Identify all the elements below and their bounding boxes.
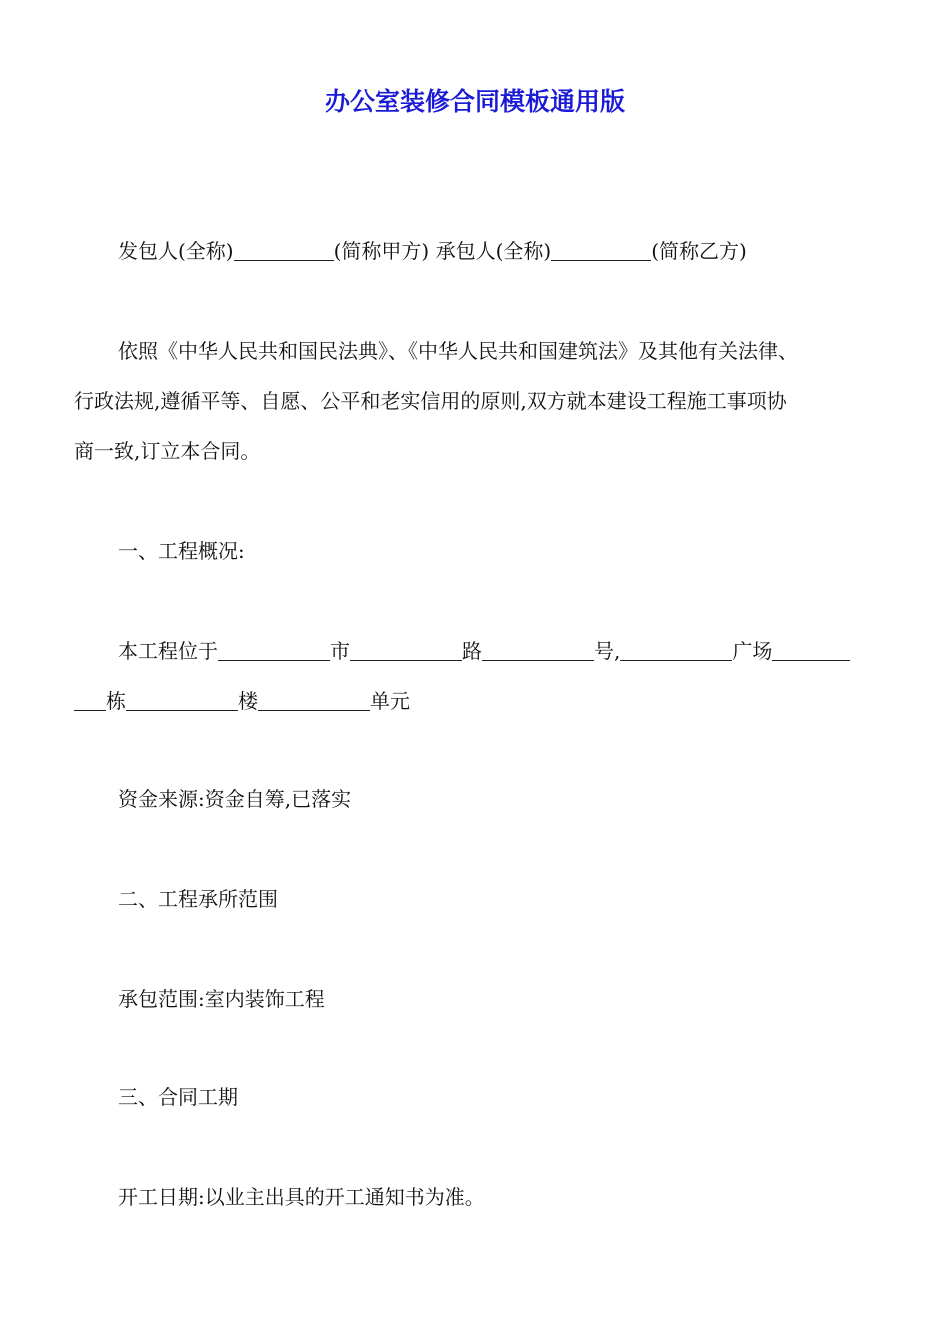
plaza-blank[interactable] [620, 640, 732, 661]
road-label: 路 [462, 639, 482, 663]
section-2-heading: 二、工程承所范围 [118, 887, 278, 911]
floor-label: 楼 [238, 689, 258, 713]
city-blank[interactable] [218, 640, 330, 661]
location-paragraph [74, 626, 894, 726]
location-line-2 [74, 676, 894, 726]
unit-blank[interactable] [258, 690, 370, 711]
contract-scope: 承包范围:室内装饰工程 [118, 987, 325, 1011]
employer-label: 发包人(全称) [118, 239, 234, 263]
intro-line-1: 依照《中华人民共和国民法典》、《中华人民共和国建筑法》及其他有关法律、 [118, 339, 798, 363]
city-label: 市 [330, 639, 350, 663]
location-prefix: 本工程位于 [118, 639, 218, 663]
number-label: 号, [594, 639, 621, 663]
section-3-heading: 三、合同工期 [118, 1085, 238, 1109]
building-blank-end[interactable] [74, 690, 106, 711]
contractor-name-blank[interactable] [551, 240, 651, 261]
section-1-heading: 一、工程概况: [118, 539, 245, 563]
employer-name-blank[interactable] [234, 240, 334, 261]
employer-short-label: (简称甲方) [333, 239, 430, 263]
intro-paragraph [74, 326, 894, 476]
intro-line-2: 行政法规,遵循平等、自愿、公平和老实信用的原则,双方就本建设工程施工事项协 [74, 389, 787, 413]
intro-line-3: 商一致,订立本合同。 [74, 439, 261, 463]
road-blank[interactable] [350, 640, 462, 661]
number-blank[interactable] [482, 640, 594, 661]
funding-source: 资金来源:资金自筹,已落实 [118, 787, 352, 811]
parties-line [74, 226, 894, 276]
building-label: 栋 [106, 689, 126, 713]
document-title: 办公室装修合同模板通用版 [324, 87, 625, 116]
location-line-1 [74, 626, 894, 676]
floor-blank[interactable] [126, 690, 238, 711]
contractor-label: 承包人(全称) [435, 239, 552, 263]
unit-label: 单元 [370, 689, 410, 713]
start-date: 开工日期:以业主出具的开工通知书为准。 [118, 1185, 485, 1209]
contractor-short-label: (简称乙方) [651, 239, 747, 263]
building-blank-start[interactable] [772, 640, 850, 661]
plaza-label: 广场 [732, 639, 773, 663]
